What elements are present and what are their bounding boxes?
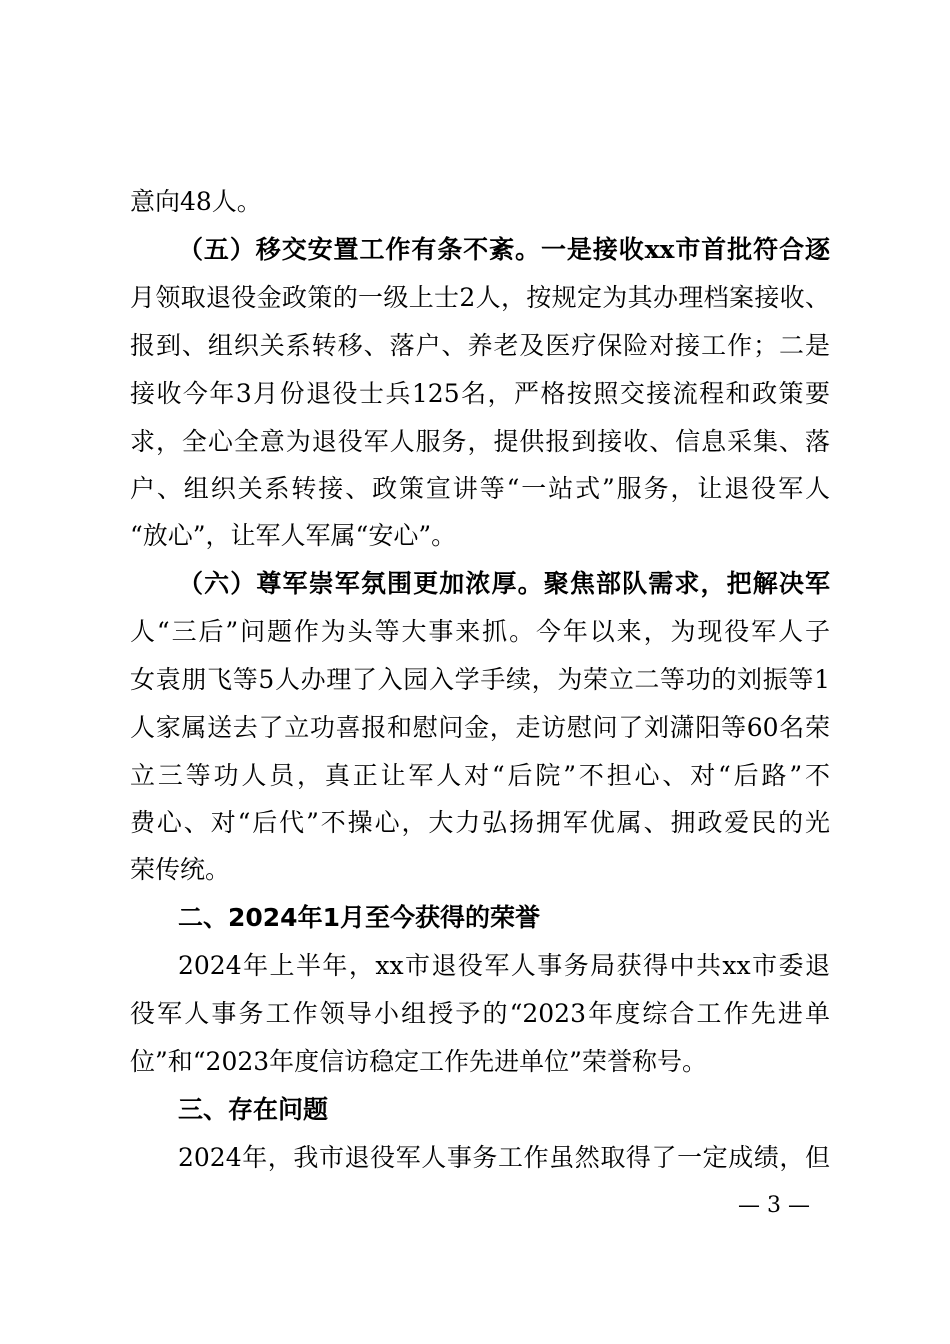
paragraph-line: 接收今年3月份退役士兵125名，严格按照交接流程和政策要 <box>130 379 830 408</box>
paragraph-line: 费心、对“后代”不操心，大力弘扬拥军优属、拥政爱民的光 <box>130 808 830 837</box>
paragraph-line: 月领取退役金政策的一级上士2人，按规定为其办理档案接收、 <box>130 283 830 312</box>
section-two-heading: 二、2024年1月至今获得的荣誉 <box>178 903 540 932</box>
paragraph-line: 女袁朋飞等5人办理了入园入学手续，为荣立二等功的刘振等1 <box>130 665 830 694</box>
page-number: — 3 — <box>738 1193 810 1218</box>
paragraph-line: 求，全心全意为退役军人服务，提供报到接收、信息采集、落 <box>130 427 830 456</box>
paragraph-line: 2024年，我市退役军人事务工作虽然取得了一定成绩，但 <box>178 1143 830 1172</box>
section-five-heading-line: （五）移交安置工作有条不紊。一是接收xx市首批符合逐 <box>178 235 830 264</box>
paragraph-line: 报到、组织关系转移、落户、养老及医疗保险对接工作；二是 <box>130 331 830 360</box>
paragraph-line: 人家属送去了立功喜报和慰问金，走访慰问了刘潇阳等60名荣 <box>130 713 830 742</box>
paragraph-line: 役军人事务工作领导小组授予的“2023年度综合工作先进单 <box>130 999 830 1028</box>
paragraph-line: 荣传统。 <box>130 855 231 884</box>
section-three-heading: 三、存在问题 <box>178 1095 329 1124</box>
paragraph-line: 人“三后”问题作为头等大事来抓。今年以来，为现役军人子 <box>130 617 830 646</box>
paragraph-line: 意向48人。 <box>130 187 262 216</box>
paragraph-line: 2024年上半年，xx市退役军人事务局获得中共xx市委退 <box>178 951 830 980</box>
paragraph-line: 户、组织关系转接、政策宣讲等“一站式”服务，让退役军人 <box>130 474 830 503</box>
section-six-heading-line: （六）尊军崇军氛围更加浓厚。聚焦部队需求，把解决军 <box>178 569 830 598</box>
paragraph-line: 立三等功人员，真正让军人对“后院”不担心、对“后路”不 <box>130 761 830 790</box>
paragraph-line: 位”和“2023年度信访稳定工作先进单位”荣誉称号。 <box>130 1047 707 1076</box>
paragraph-line: “放心”，让军人军属“安心”。 <box>130 521 457 550</box>
